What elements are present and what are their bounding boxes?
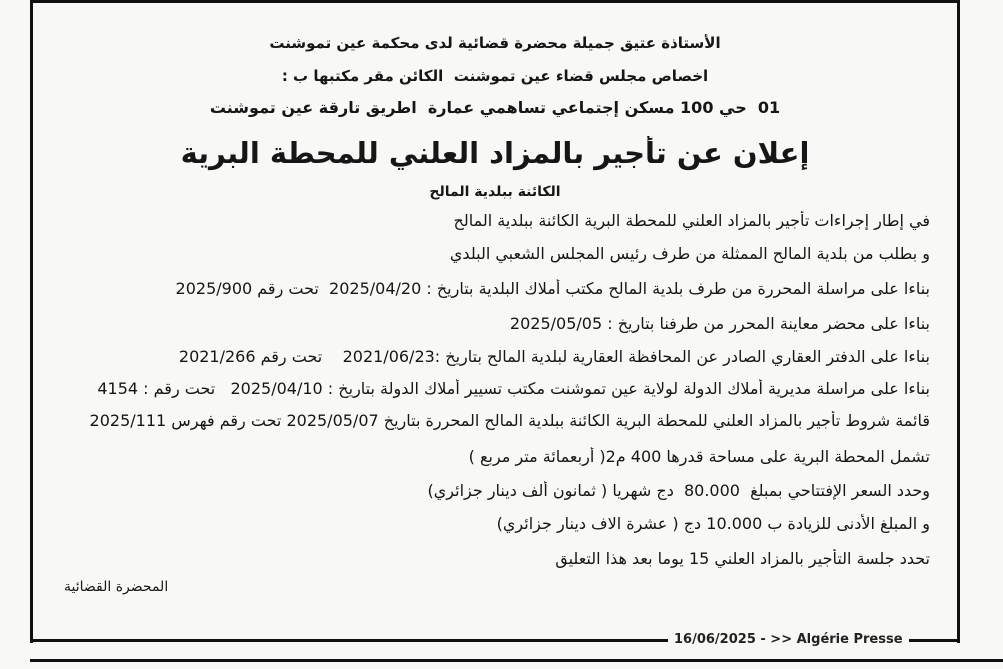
header-bailiff-name: الأستاذة عتيق جميلة محضرة قضائية لدى محكمة عين تموشنت	[269, 34, 721, 52]
body-line-9: وحدد السعر الإفتتاحي بمبلغ 80.000 دج شهريا ( ثمانون ألف دينار جزائري)	[427, 481, 930, 500]
notice-title: إعلان عن تأجير بالمزاد العلني للمحطة البرية	[180, 136, 810, 170]
body-line-5: بناءا على الدفتر العقاري الصادر عن المحافظة العقارية لبلدية المالح بتاريخ :2021/06/23 تحت رقم 2021/266	[178, 347, 930, 366]
body-line-1: في إطار إجراءات تأجير بالمزاد العلني للمحطة البرية الكائنة ببلدية المالح	[453, 211, 930, 230]
notice-subtitle: الكائنة ببلدية المالح	[429, 184, 561, 200]
body-line-11: تحدد جلسة التأجير بالمزاد العلني 15 يوما بعد هذا التعليق	[555, 549, 930, 568]
signature-label: المحضرة القضائية	[64, 579, 169, 595]
lower-rule	[30, 659, 1003, 662]
body-line-3: بناءا على مراسلة المحررة من طرف بلدية المالح مكتب أملاك البلدية بتاريخ : 2025/04/20 تحت رقم 2025/900	[175, 279, 930, 298]
footer-source-date: 16/06/2025 - >> Algérie Presse	[668, 631, 909, 649]
body-line-2: و بطلب من بلدية المالح الممثلة من طرف رئيس المجلس الشعبي البلدي	[449, 244, 930, 263]
body-line-7: قائمة شروط تأجير بالمزاد العلني للمحطة البرية الكائنة ببلدية المالح المحررة بتاريخ 2025/05/07 تحت رقم فهرس 2025/111	[89, 411, 930, 430]
body-line-4: بناءا على محضر معاينة المحرر من طرفنا بتاريخ : 2025/05/05	[509, 314, 930, 333]
body-line-8: تشمل المحطة البرية على مساحة قدرها 400 م2( أربعمائة متر مربع )	[468, 447, 930, 466]
body-line-6: بناءا على مراسلة مديرية أملاك الدولة لولاية عين تموشنت مكتب تسيير أملاك الدولة بتاريخ : 2025/04/10 تحت رقم : 4154	[97, 379, 930, 398]
body-line-10: و المبلغ الأدنى للزيادة ب 10.000 دج ( عشرة الاف دينار جزائري)	[496, 514, 930, 533]
header-office-address: 01 حي 100 مسكن إجتماعي تساهمي عمارة اطريق تارقة عين تموشنت	[209, 98, 781, 117]
frame-right-border	[957, 0, 960, 643]
header-jurisdiction: اخصاص مجلس قضاء عين تموشنت الكائن مقر مكتبها ب :	[281, 67, 709, 85]
frame-top-border	[30, 0, 960, 3]
frame-left-border	[30, 0, 33, 643]
